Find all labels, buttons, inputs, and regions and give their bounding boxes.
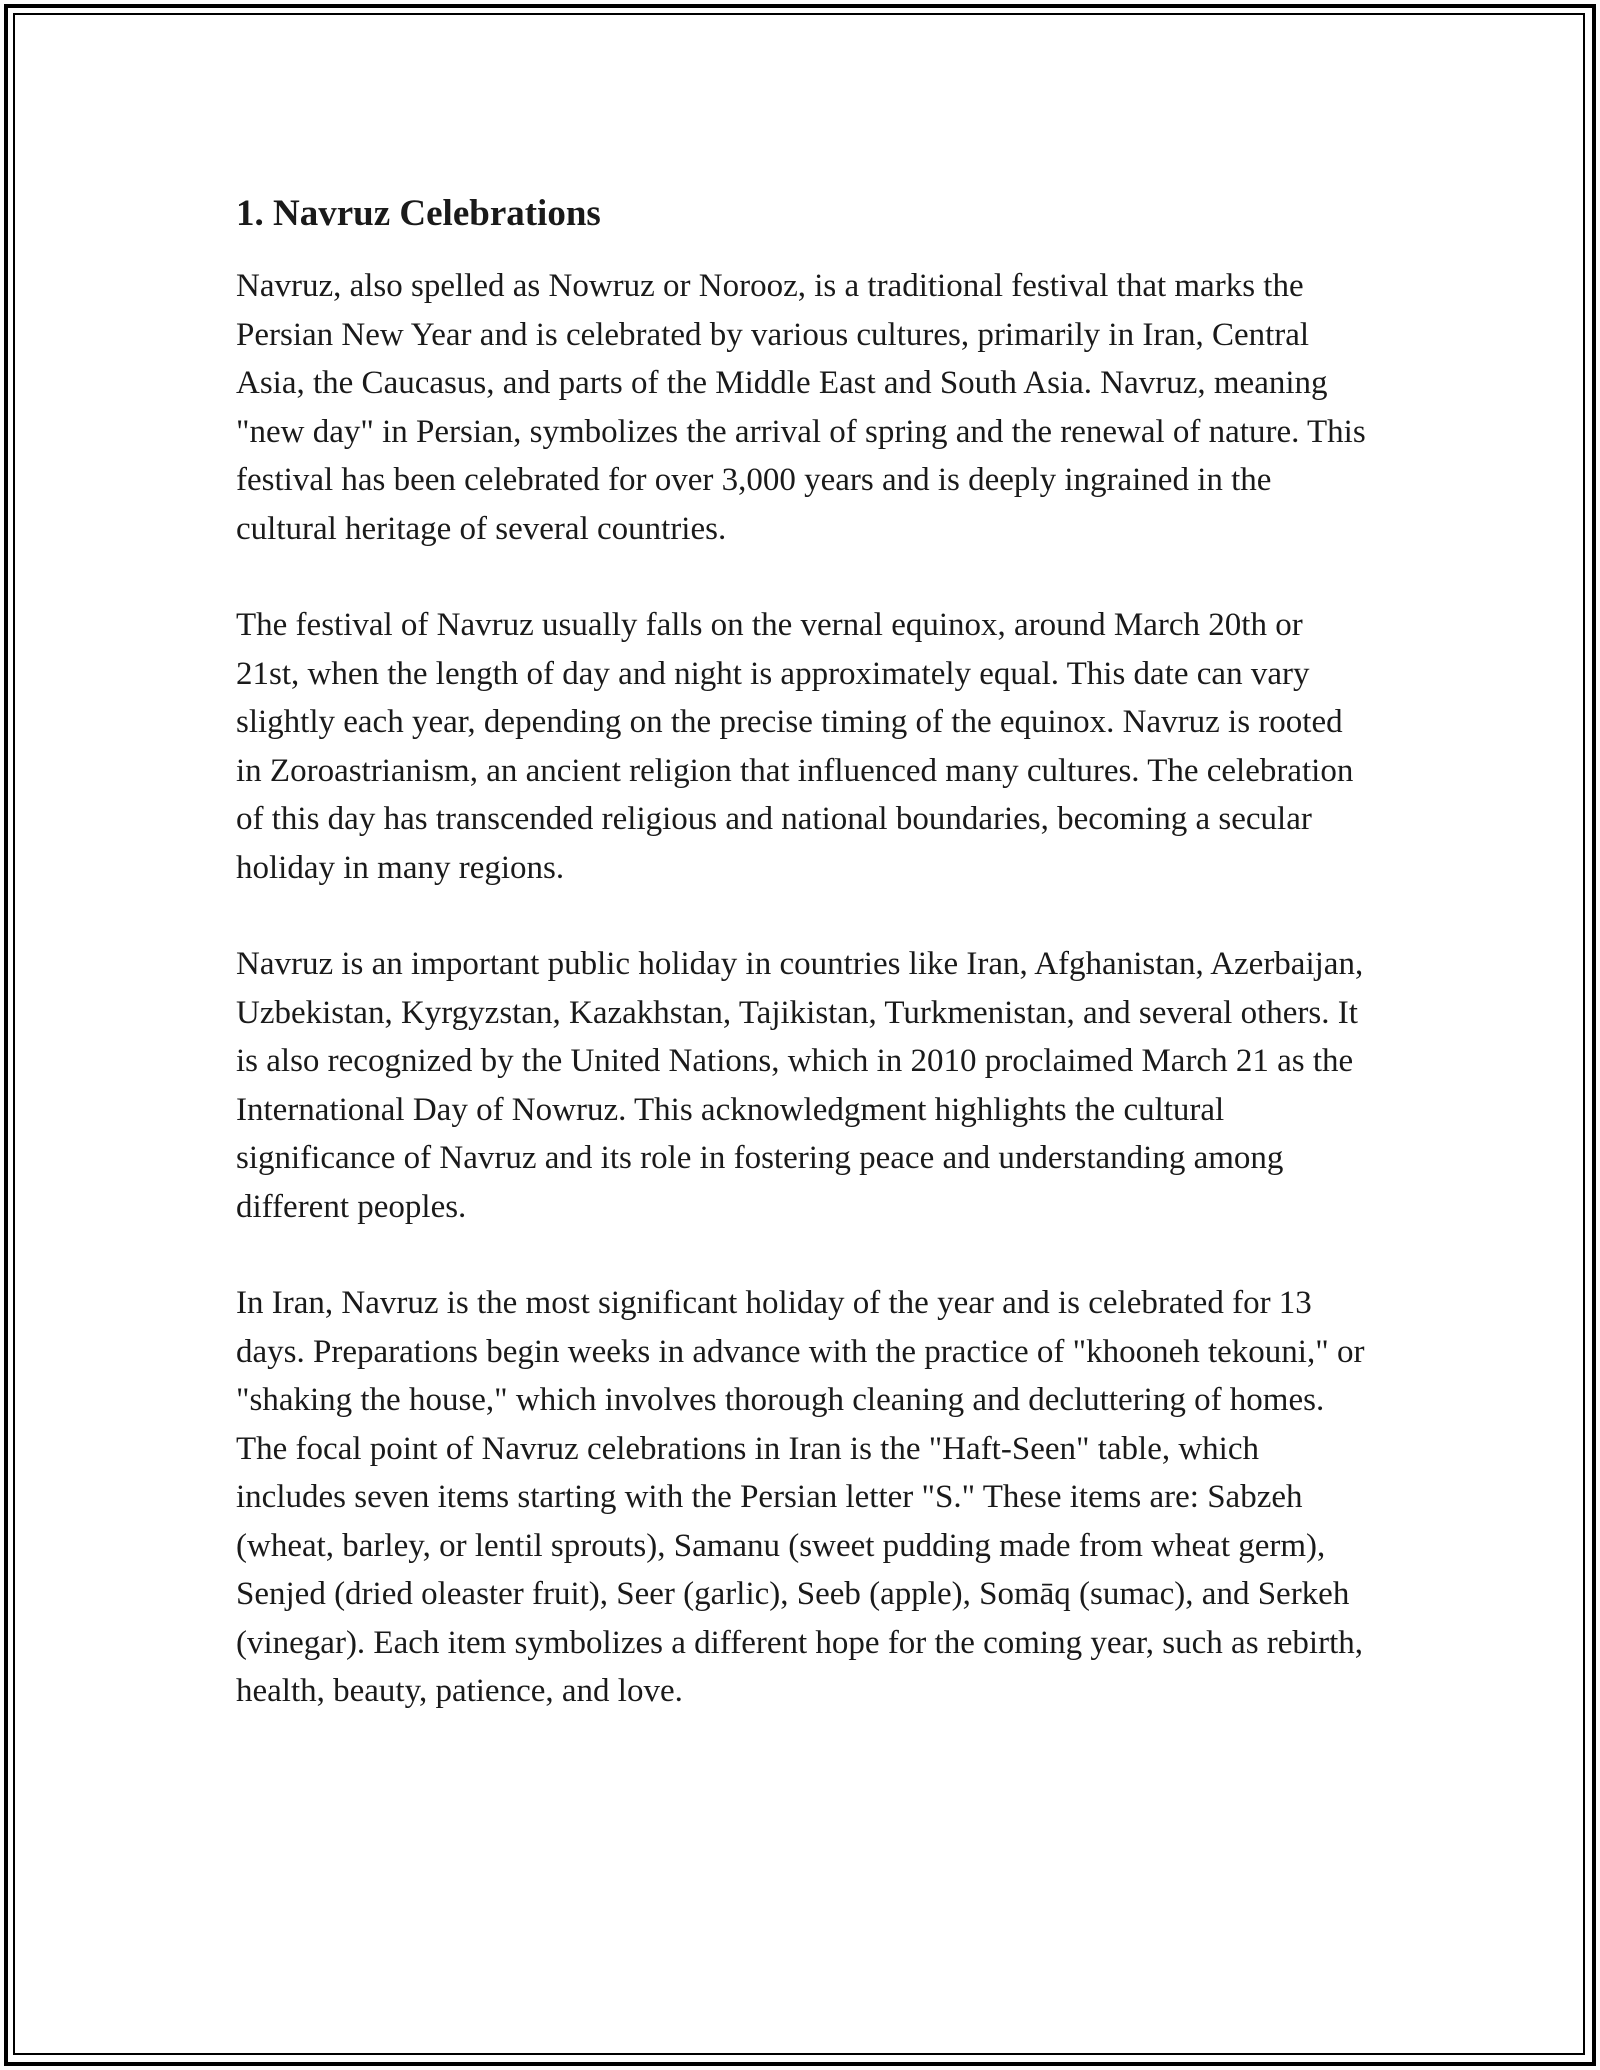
- paragraph-intro: Navruz, also spelled as Nowruz or Norooz, is a traditional festival that marks the Persian New Year and is celebrated by various cultures, primarily in Iran, Central Asia, the Caucasus, and parts of the Middle East and South Asia. Navruz, meaning "new day" in Persian, symbolizes the arrival of spring and the renewal of nature. This festival has been celebrated for over 3,000 years and is deeply ingrained in the cultural heritage of several countries.: [236, 268, 1366, 547]
- paragraph-equinox: The festival of Navruz usually falls on the vernal equinox, around March 20th or 21st, when the length of day and night is approximately equal. This date can vary slightly each year, depending on the precise timing of the equinox. Navruz is rooted in Zoroastrianism, an ancient religion that influenced many cultures. The celebration of this day has transcended religious and national boundaries, becoming a secular holiday in many regions.: [236, 607, 1354, 886]
- section-heading: 1. Navruz Celebrations: [236, 193, 601, 234]
- paragraph-iran-celebrations: In Iran, Navruz is the most significant holiday of the year and is celebrated for 13 days. Preparations begin weeks in advance with the practice of "khooneh tekouni," or "shaking the house," which involves thorough cleaning and decluttering of homes. The focal point of Navruz celebrations in Iran is the "Haft-Seen" table, which includes seven items starting with the Persian letter "S." These items are: Sabzeh (wheat, barley, or lentil sprouts), Samanu (sweet pudding made from wheat germ), Senjed (dried oleaster fruit), Seer (garlic), Seeb (apple), Somāq (sumac), and Serkeh (vinegar). Each item symbolizes a different hope for the coming year, such as rebirth, health, beauty, patience, and love.: [236, 1285, 1365, 1709]
- paragraph-public-holiday: Navruz is an important public holiday in countries like Iran, Afghanistan, Azerbaijan, Uzbekistan, Kyrgyzstan, Kazakhstan, Tajikistan, Turkmenistan, and several others. It is also recognized by the United Nations, which in 2010 proclaimed March 21 as the International Day of Nowruz. This acknowledgment highlights the cultural significance of Navruz and its role in fostering peace and understanding among different peoples.: [236, 946, 1364, 1225]
- document-body: [236, 186, 1366, 1716]
